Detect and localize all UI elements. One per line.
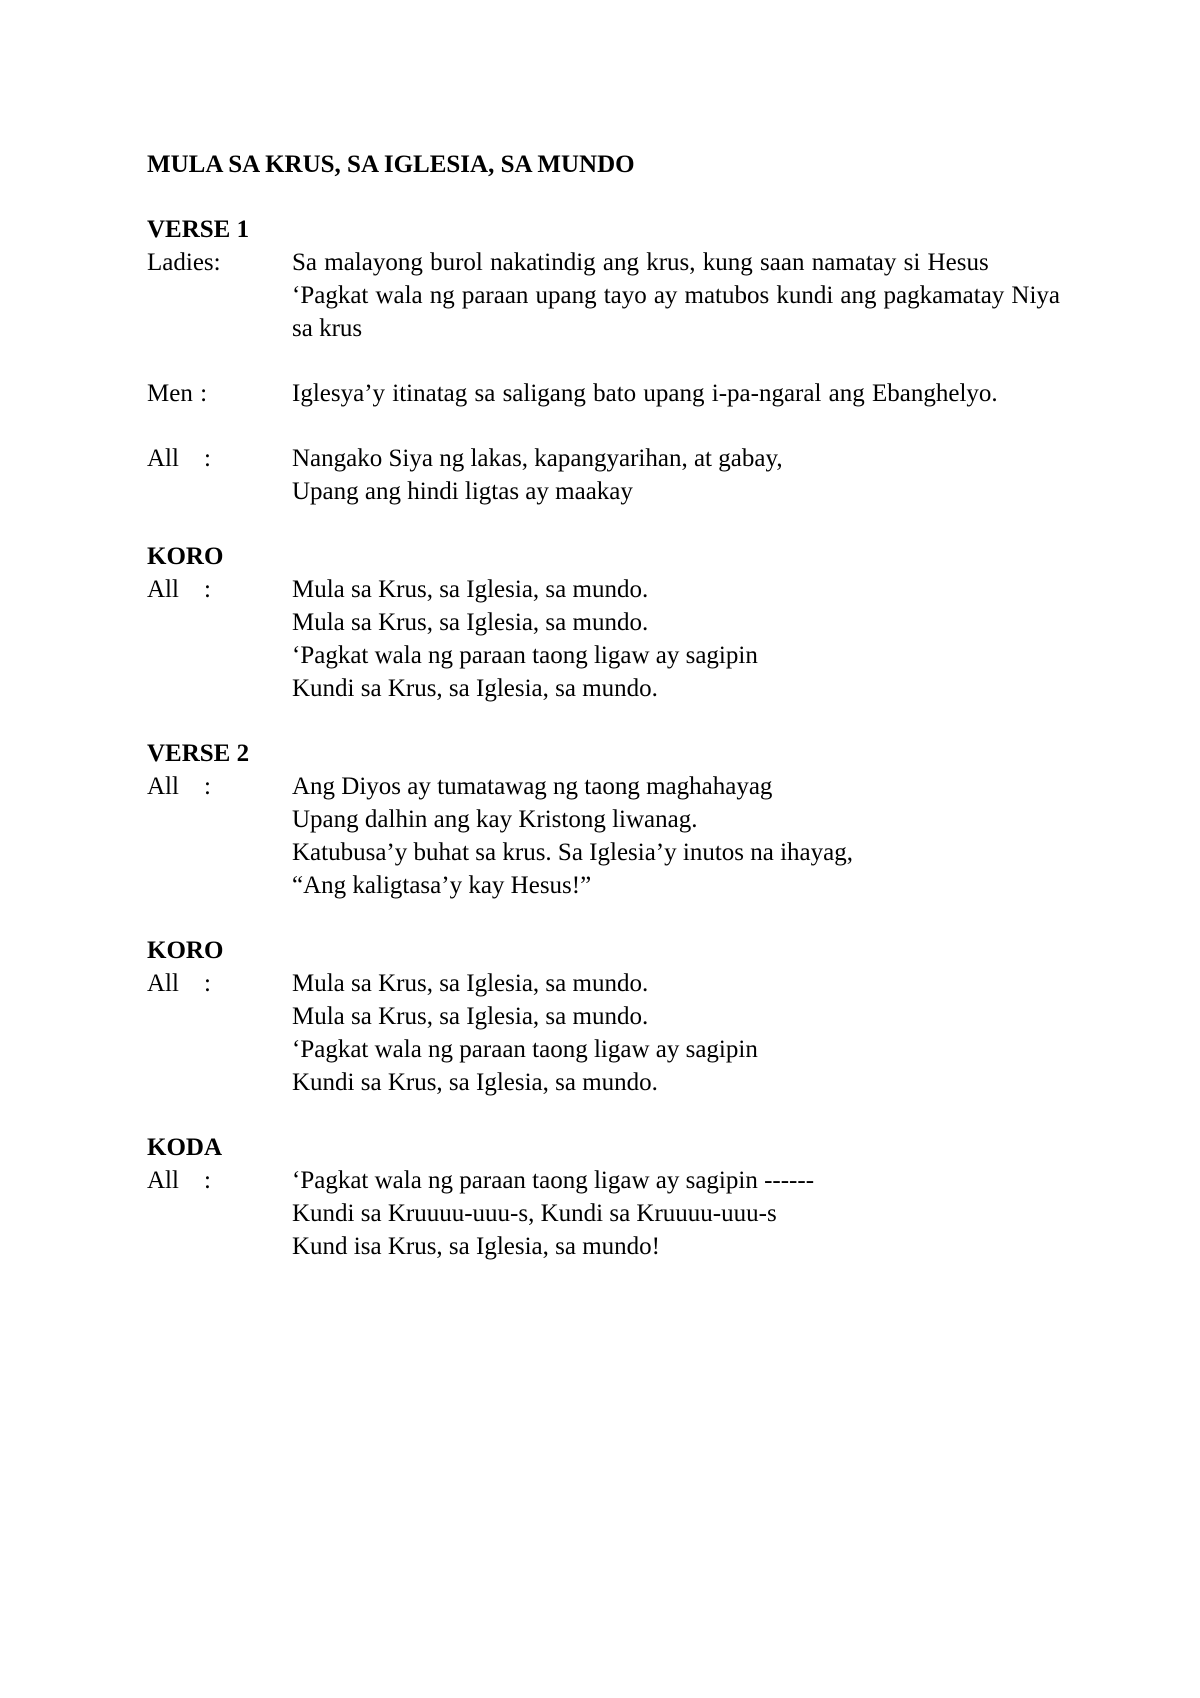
lyric-text: Kundi sa Krus, sa Iglesia, sa mundo. bbox=[292, 675, 658, 702]
lyric-text: Kundi sa Krus, sa Iglesia, sa mundo. bbox=[292, 1069, 658, 1096]
all-label: All : bbox=[147, 773, 211, 800]
koro-2 bbox=[147, 934, 1060, 1099]
lyric-line bbox=[147, 967, 1060, 1000]
koro-1-heading: KORO bbox=[147, 543, 224, 570]
verse-2-heading: VERSE 2 bbox=[147, 740, 250, 767]
lyric-text: “Ang kaligtasa’y kay Hesus!” bbox=[292, 872, 592, 899]
koda bbox=[147, 1131, 1060, 1263]
men-line-1-text: Iglesya’y itinatag sa saligang bato upang i-pa-ngaral ang Ebanghelyo. bbox=[292, 380, 998, 407]
verse-2 bbox=[147, 737, 1060, 902]
song-title: MULA SA KRUS, SA IGLESIA, SA MUNDO bbox=[147, 151, 635, 178]
lyric-line bbox=[147, 606, 1060, 639]
all-label: All : bbox=[147, 576, 211, 603]
ladies-line-2: ‘Pagkat wala ng paraan upang tayo ay matubos kundi ang pagkamatay Niya sa krus bbox=[292, 282, 1060, 342]
ladies-label: Ladies: bbox=[147, 249, 221, 276]
lyric-text: Kund isa Krus, sa Iglesia, sa mundo! bbox=[292, 1233, 660, 1260]
lyric-text: Upang dalhin ang kay Kristong liwanag. bbox=[292, 806, 698, 833]
lyric-line bbox=[147, 475, 1060, 508]
verse-1 bbox=[147, 213, 1060, 508]
lyric-line bbox=[147, 1164, 1060, 1197]
lyrics-page bbox=[147, 148, 1060, 1295]
lyric-line bbox=[147, 770, 1060, 803]
all-label: All : bbox=[147, 445, 211, 472]
lyric-line bbox=[147, 1033, 1060, 1066]
lyric-text: Katubusa’y buhat sa krus. Sa Iglesia’y inutos na ihayag, bbox=[292, 839, 853, 866]
lyric-line bbox=[147, 1066, 1060, 1099]
lyric-text: Upang ang hindi ligtas ay maakay bbox=[292, 478, 633, 505]
ladies-stanza bbox=[147, 246, 1060, 345]
lyric-line bbox=[147, 836, 1060, 869]
lyric-line bbox=[147, 573, 1060, 606]
lyric-text: Kundi sa Kruuuu-uuu-s, Kundi sa Kruuuu-uuu-s bbox=[292, 1200, 777, 1227]
lyric-line bbox=[147, 1197, 1060, 1230]
lyric-line bbox=[147, 442, 1060, 475]
ladies-line-1 bbox=[147, 246, 1060, 279]
lyric-line bbox=[147, 869, 1060, 902]
verse-1-heading: VERSE 1 bbox=[147, 216, 250, 243]
men-label: Men : bbox=[147, 380, 208, 407]
lyric-text: Ang Diyos ay tumatawag ng taong maghahayag bbox=[292, 773, 773, 800]
lyric-text: ‘Pagkat wala ng paraan taong ligaw ay sagipin ------ bbox=[292, 1167, 815, 1194]
men-stanza bbox=[147, 377, 1060, 410]
lyric-text: ‘Pagkat wala ng paraan taong ligaw ay sagipin bbox=[292, 642, 758, 669]
ladies-line-1-text: Sa malayong burol nakatindig ang krus, kung saan namatay si Hesus bbox=[292, 249, 989, 276]
koro-2-heading: KORO bbox=[147, 937, 224, 964]
lyric-line bbox=[147, 1230, 1060, 1263]
lyric-text: Mula sa Krus, sa Iglesia, sa mundo. bbox=[292, 609, 649, 636]
lyric-text: Nangako Siya ng lakas, kapangyarihan, at gabay, bbox=[292, 445, 783, 472]
lyric-text: ‘Pagkat wala ng paraan taong ligaw ay sagipin bbox=[292, 1036, 758, 1063]
all-stanza-verse-1 bbox=[147, 442, 1060, 508]
men-line-1 bbox=[147, 377, 1060, 410]
koro-1 bbox=[147, 540, 1060, 705]
lyric-line bbox=[147, 639, 1060, 672]
lyric-line bbox=[147, 803, 1060, 836]
all-label: All : bbox=[147, 970, 211, 997]
lyric-line bbox=[147, 672, 1060, 705]
lyric-text: Mula sa Krus, sa Iglesia, sa mundo. bbox=[292, 970, 649, 997]
lyric-text: Mula sa Krus, sa Iglesia, sa mundo. bbox=[292, 1003, 649, 1030]
all-label: All : bbox=[147, 1167, 211, 1194]
lyric-text: Mula sa Krus, sa Iglesia, sa mundo. bbox=[292, 576, 649, 603]
koda-heading: KODA bbox=[147, 1134, 222, 1161]
lyric-line bbox=[147, 1000, 1060, 1033]
